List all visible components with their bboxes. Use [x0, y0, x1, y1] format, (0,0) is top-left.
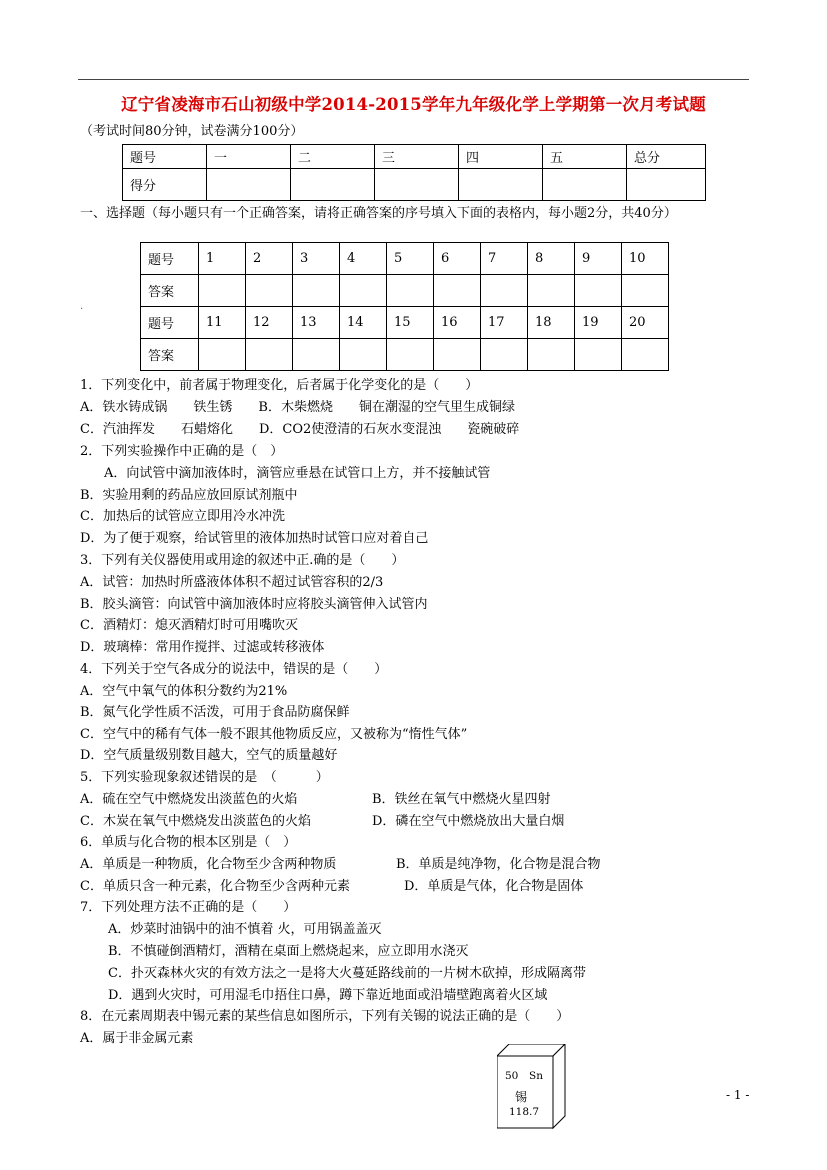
question-number-cell: 8: [528, 243, 575, 275]
question-number-cell: 17: [481, 307, 528, 339]
answer-cell[interactable]: [387, 339, 434, 371]
answer-cell[interactable]: [622, 275, 669, 307]
answer-cell[interactable]: [434, 339, 481, 371]
score-row-label: 得分: [123, 169, 207, 201]
question-stem: 7．下列处理方法不正确的是（ ）: [80, 900, 297, 915]
question-number-cell: 14: [340, 307, 387, 339]
section1-heading: 一、选择题（每小题只有一个正确答案，请将正确答案的序号填入下面的表格内，每小题2分，共40分）: [80, 206, 677, 221]
question-option: D．为了便于观察，给试管里的液体加热时试管口应对着自己: [80, 531, 429, 546]
question-number-cell: 13: [293, 307, 340, 339]
question-option: B．实验用剩的药品应放回原试剂瓶中: [80, 488, 298, 503]
header-rule: [78, 79, 749, 80]
question-stem: 8．在元素周期表中锡元素的某些信息如图所示，下列有关锡的说法正确的是（ ）: [80, 1009, 570, 1024]
score-cell[interactable]: [543, 169, 627, 201]
stray-mark: ·: [80, 304, 84, 315]
score-cell[interactable]: [627, 169, 706, 201]
score-header-cell: 总分: [627, 145, 706, 169]
element-atomic-mass: 118.7: [509, 1106, 540, 1118]
question-number-cell: 15: [387, 307, 434, 339]
question-number-cell: 19: [575, 307, 622, 339]
exam-info: （考试时间80分钟，试卷满分100分）: [80, 124, 304, 139]
question-stem: 2．下列实验操作中正确的是（ ）: [80, 444, 284, 459]
score-header-cell: 三: [375, 145, 459, 169]
answer-cell[interactable]: [199, 339, 246, 371]
answer-table-label: 答案: [141, 339, 199, 371]
question-option: C．空气中的稀有气体一般不跟其他物质反应，又被称为“惰性气体”: [80, 727, 468, 742]
question-option: A．单质是一种物质，化合物至少含两种物质: [80, 857, 337, 872]
question-option: D．空气质量级别数目越大，空气的质量越好: [80, 748, 338, 763]
question-option: C．加热后的试管应立即用冷水冲洗: [80, 509, 285, 524]
answer-cell[interactable]: [340, 275, 387, 307]
question-option: A．试管：加热时所盛液体体积不超过试管容积的2/3: [80, 575, 384, 590]
question-option: A．空气中氧气的体积分数约为21%: [80, 684, 288, 699]
tin-element-card: [497, 1044, 565, 1126]
element-name: 锡: [515, 1090, 528, 1104]
answer-cell[interactable]: [575, 339, 622, 371]
answer-cell[interactable]: [434, 275, 481, 307]
question-option: B．单质是纯净物，化合物是混合物: [396, 857, 601, 872]
question-stem: 6．单质与化合物的根本区别是（ ）: [80, 835, 297, 850]
question-number-cell: 4: [340, 243, 387, 275]
question-option: A．炒菜时油锅中的油不慎着 火，可用锅盖盖灭: [108, 922, 382, 937]
question-option: C．汽油挥发 石蜡熔化 D．CO2使澄清的石灰水变混浊 瓷碗破碎: [80, 422, 520, 437]
question-option: A．属于非金属元素: [80, 1031, 194, 1046]
question-stem: 5．下列实验现象叙述错误的是 （ ）: [80, 770, 329, 785]
question-number-cell: 6: [434, 243, 481, 275]
answer-cell[interactable]: [293, 275, 340, 307]
question-number-cell: 20: [622, 307, 669, 339]
score-cell[interactable]: [207, 169, 291, 201]
answer-cell[interactable]: [528, 275, 575, 307]
answer-cell[interactable]: [575, 275, 622, 307]
answer-cell[interactable]: [246, 275, 293, 307]
score-header-cell: 一: [207, 145, 291, 169]
question-number-cell: 16: [434, 307, 481, 339]
score-header-cell: 题号: [123, 145, 207, 169]
question-option: B．不慎碰倒酒精灯，酒精在桌面上燃烧起来，应立即用水浇灭: [108, 944, 469, 959]
score-cell[interactable]: [375, 169, 459, 201]
question-number-cell: 12: [246, 307, 293, 339]
answer-table: [140, 242, 669, 371]
question-number-cell: 18: [528, 307, 575, 339]
question-number-cell: 10: [622, 243, 669, 275]
score-cell[interactable]: [291, 169, 375, 201]
question-option: D．遇到火灾时，可用湿毛巾捂住口鼻，蹲下靠近地面或沿墙壁跑离着火区域: [108, 988, 548, 1003]
score-table: [122, 144, 706, 201]
element-atomic-number: 50: [505, 1070, 519, 1082]
question-number-cell: 9: [575, 243, 622, 275]
answer-cell[interactable]: [387, 275, 434, 307]
question-stem: 3．下列有关仪器使用或用途的叙述中正.确的是（ ）: [80, 553, 405, 568]
score-cell[interactable]: [459, 169, 543, 201]
question-option: A．硫在空气中燃烧发出淡蓝色的火焰: [80, 792, 298, 807]
question-stem: 4．下列关于空气各成分的说法中，错误的是（ ）: [80, 662, 388, 677]
question-option: B．氮气化学性质不活泼，可用于食品防腐保鲜: [80, 705, 350, 720]
question-number-cell: 3: [293, 243, 340, 275]
answer-cell[interactable]: [528, 339, 575, 371]
question-number-cell: 1: [199, 243, 246, 275]
question-number-cell: 7: [481, 243, 528, 275]
question-option: C．扑灭森林火灾的有效方法之一是将大火蔓延路线前的一片树木砍掉，形成隔离带: [108, 966, 586, 981]
score-header-cell: 五: [543, 145, 627, 169]
question-option: A．向试管中滴加液体时，滴管应垂悬在试管口上方，并不接触试管: [104, 466, 491, 481]
page-title: 辽宁省凌海市石山初级中学2014-2015学年九年级化学上学期第一次月考试题: [121, 95, 706, 114]
score-header-cell: 四: [459, 145, 543, 169]
answer-cell[interactable]: [481, 339, 528, 371]
answer-cell[interactable]: [340, 339, 387, 371]
question-number-cell: 11: [199, 307, 246, 339]
answer-cell[interactable]: [246, 339, 293, 371]
question-number-cell: 5: [387, 243, 434, 275]
answer-cell[interactable]: [481, 275, 528, 307]
page-number: - 1 -: [726, 1088, 750, 1102]
question-option: A．铁水铸成锅 铁生锈 B．木柴燃烧 铜在潮湿的空气里生成铜绿: [80, 400, 515, 415]
question-stem: 1．下列变化中，前者属于物理变化，后者属于化学变化的是（ ）: [80, 378, 479, 393]
answer-table-label: 答案: [141, 275, 199, 307]
answer-table-label: 题号: [141, 243, 199, 275]
question-option: C．单质只含一种元素，化合物至少含两种元素: [80, 879, 350, 894]
question-option: D．磷在空气中燃烧放出大量白烟: [372, 814, 565, 829]
question-number-cell: 2: [246, 243, 293, 275]
answer-cell[interactable]: [199, 275, 246, 307]
question-option: C．木炭在氧气中燃烧发出淡蓝色的火焰: [80, 814, 311, 829]
question-option: D．单质是气体，化合物是固体: [404, 879, 584, 894]
answer-cell[interactable]: [293, 339, 340, 371]
answer-cell[interactable]: [622, 339, 669, 371]
question-option: B．铁丝在氧气中燃烧火星四射: [372, 792, 551, 807]
element-symbol: Sn: [529, 1070, 543, 1082]
question-option: B．胶头滴管：向试管中滴加液体时应将胶头滴管伸入试管内: [80, 597, 428, 612]
score-header-cell: 二: [291, 145, 375, 169]
question-option: D．玻璃棒：常用作搅拌、过滤或转移液体: [80, 640, 325, 655]
answer-table-label: 题号: [141, 307, 199, 339]
question-option: C．酒精灯：熄灭酒精灯时可用嘴吹灭: [80, 618, 298, 633]
